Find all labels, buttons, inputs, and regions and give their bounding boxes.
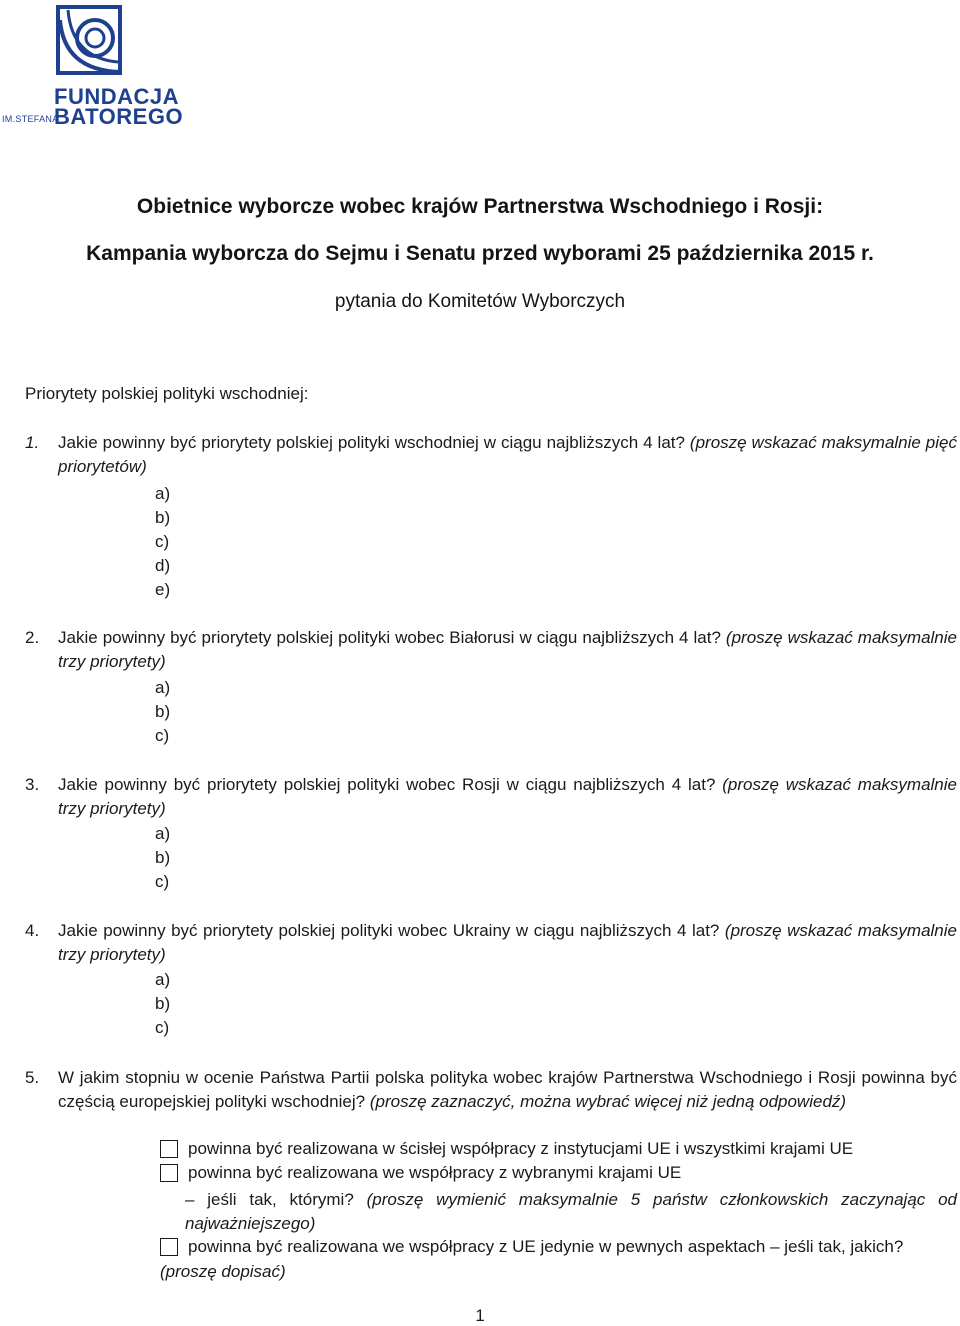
question-3	[25, 773, 957, 821]
followup-hint: (proszę wymienić maksymalnie 5 państw członkowskich zaczynając od najważniejszego)	[185, 1190, 957, 1233]
question-number: 4.	[25, 921, 40, 940]
question-number: 1.	[25, 433, 40, 452]
option-3-followup-hint: (proszę dopisać)	[160, 1262, 286, 1281]
checkbox-option-1[interactable]	[160, 1139, 853, 1159]
answer-option[interactable]: b)	[155, 702, 171, 721]
answer-option[interactable]: c)	[155, 872, 170, 891]
question-hint: (proszę wskazać maksymalnie trzy priorytety)	[58, 921, 957, 964]
answer-option[interactable]: a)	[155, 484, 171, 503]
answer-option[interactable]: a)	[155, 970, 171, 989]
question-number: 3.	[25, 775, 40, 794]
option-2-followup	[185, 1188, 957, 1236]
question-hint: (proszę wskazać maksymalnie trzy priorytety)	[58, 775, 957, 818]
question-number: 2.	[25, 628, 40, 647]
question-5	[25, 1066, 957, 1114]
page-title-line1: Obietnice wyborcze wobec krajów Partnerstwa Wschodniego i Rosji:	[136, 195, 824, 218]
answer-option[interactable]: c)	[155, 726, 170, 745]
question-number: 5.	[25, 1068, 40, 1087]
answer-option[interactable]: c)	[155, 1018, 170, 1037]
question-text: Jakie powinny być priorytety polskiej polityki wobec Ukrainy w ciągu najbliższych 4 lat?	[58, 921, 720, 940]
question-text: W jakim stopniu w ocenie Państwa Partii polska polityka wobec krajów Partnerstwa Wschodniego i Rosji powinna być częścią europejskiej polityki wschodniej?	[58, 1068, 957, 1111]
question-text: Jakie powinny być priorytety polskiej polityki wobec Rosji w ciągu najbliższych 4 lat?	[58, 775, 716, 794]
logo-prefix: IM.STEFANA	[2, 114, 59, 124]
answer-option[interactable]: a)	[155, 678, 171, 697]
page-subtitle: pytania do Komitetów Wyborczych	[334, 291, 626, 312]
logo-line2: BATOREGO	[54, 104, 184, 129]
checkbox-label: powinna być realizowana w ścisłej współpracy z instytucjami UE i wszystkimi krajami UE	[188, 1139, 854, 1158]
checkbox-label: powinna być realizowana we współpracy z UE jedynie w pewnych aspektach – jeśli tak, jakich?	[188, 1237, 904, 1256]
answer-option[interactable]: a)	[155, 824, 171, 843]
checkbox-label: powinna być realizowana we współpracy z wybranymi krajami UE	[188, 1163, 682, 1182]
question-text: Jakie powinny być priorytety polskiej polityki wschodniej w ciągu najbliższych 4 lat?	[58, 433, 685, 452]
checkbox[interactable]	[160, 1140, 178, 1158]
question-2	[25, 626, 957, 674]
question-hint: (proszę zaznaczyć, można wybrać więcej niż jedną odpowiedź)	[369, 1092, 847, 1111]
question-hint: (proszę wskazać maksymalnie trzy priorytety)	[58, 628, 957, 671]
checkbox-option-3[interactable]	[160, 1237, 903, 1257]
question-1	[25, 431, 957, 479]
page-title-line2: Kampania wyborcza do Sejmu i Senatu przed wyborami 25 października 2015 r.	[86, 242, 874, 265]
answer-option[interactable]: d)	[155, 556, 171, 575]
checkbox[interactable]	[160, 1238, 178, 1256]
logo-line1: FUNDACJA	[54, 84, 179, 109]
question-text: Jakie powinny być priorytety polskiej polityki wobec Białorusi w ciągu najbliższych 4 lat?	[58, 628, 721, 647]
answer-option[interactable]: b)	[155, 848, 171, 867]
answer-option[interactable]: c)	[155, 532, 170, 551]
section-heading: Priorytety polskiej polityki wschodniej:	[25, 384, 309, 403]
answer-option[interactable]: b)	[155, 994, 171, 1013]
question-4	[25, 919, 957, 967]
checkbox-option-2[interactable]	[160, 1163, 681, 1183]
followup-question: – jeśli tak, którymi?	[185, 1190, 354, 1209]
question-hint: (proszę wskazać maksymalnie pięć priorytetów)	[58, 433, 957, 476]
fundacja-batorego-logo	[0, 0, 184, 130]
answer-option[interactable]: b)	[155, 508, 171, 527]
page-number: 1	[475, 1306, 485, 1325]
checkbox[interactable]	[160, 1164, 178, 1182]
answer-option[interactable]: e)	[155, 580, 171, 599]
